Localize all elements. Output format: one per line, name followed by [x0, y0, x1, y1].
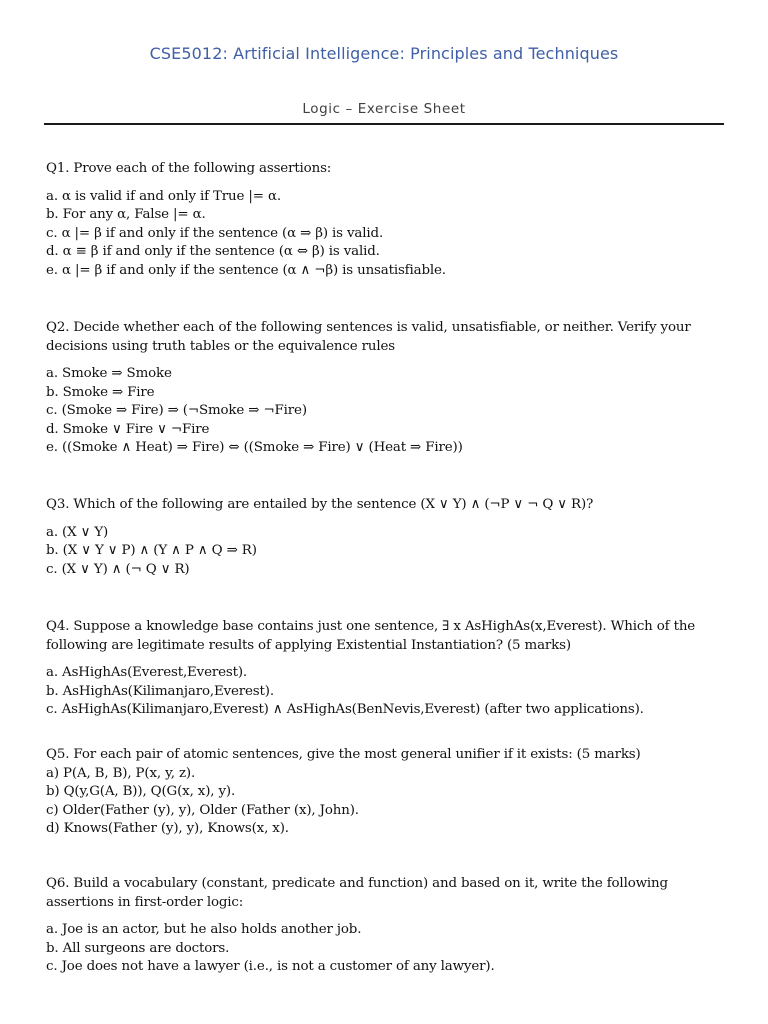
list-item: c. Joe does not have a lawyer (i.e., is not a customer of any lawyer). — [46, 959, 495, 974]
question-5 — [46, 746, 726, 839]
list-item: c) Older(Father (y), y), Older (Father (x), John). — [46, 802, 359, 818]
question-1-stem: Q1. Prove each of the following assertions: — [46, 161, 332, 176]
question-1 — [46, 160, 726, 280]
list-item: a. (X ∨ Y) — [46, 524, 109, 540]
list-item: a. Joe is an actor, but he also holds another job. — [46, 922, 362, 937]
list-item: c. (Smoke ⇒ Fire) ⇒ (¬Smoke ⇒ ¬Fire) — [46, 403, 307, 418]
question-2-list — [46, 365, 726, 458]
list-item: a. Smoke ⇒ Smoke — [46, 366, 172, 381]
list-item: b) Q(y,G(A, B)), Q(G(x, x), y). — [46, 784, 236, 799]
question-3 — [46, 496, 726, 579]
list-item: a) P(A, B, B), P(x, y, z). — [46, 765, 196, 781]
list-item: b. All surgeons are doctors. — [46, 940, 230, 956]
question-5-list — [46, 765, 726, 839]
question-4-stem: Q4. Suppose a knowledge base contains just one sentence, ∃ x AsHighAs(x,Everest). Which of the following are legitimate results of applying Existential Instantiation? (5 marks) — [46, 619, 696, 653]
list-item: b. For any α, False |= α. — [46, 207, 206, 222]
header-divider — [44, 123, 724, 125]
list-item: e. α |= β if and only if the sentence (α ∧ ¬β) is unsatisfiable. — [46, 262, 446, 278]
question-6-list — [46, 921, 726, 977]
list-item: b. Smoke ⇒ Fire — [46, 384, 155, 400]
list-item: b. (X ∨ Y ∨ P) ∧ (Y ∧ P ∧ Q ⇒ R) — [46, 543, 257, 558]
sheet-subtitle: Logic – Exercise Sheet — [302, 101, 466, 117]
list-item: d) Knows(Father (y), y), Knows(x, x). — [46, 821, 289, 836]
list-item: b. AsHighAs(Kilimanjaro,Everest). — [46, 683, 274, 699]
question-3-stem: Q3. Which of the following are entailed by the sentence (X ∨ Y) ∧ (¬P ∨ ¬ Q ∨ R)? — [46, 497, 594, 512]
question-2 — [46, 319, 726, 458]
list-item: c. AsHighAs(Kilimanjaro,Everest) ∧ AsHighAs(BenNevis,Everest) (after two applications). — [46, 702, 644, 717]
list-item: a. α is valid if and only if True |= α. — [46, 188, 281, 204]
question-6-stem: Q6. Build a vocabulary (constant, predicate and function) and based on it, write the following assertions in first-order logic: — [46, 876, 668, 910]
question-2-stem: Q2. Decide whether each of the following sentences is valid, unsatisfiable, or neither. Verify your decisions using truth tables or the equivalence rules — [46, 320, 691, 354]
question-4 — [46, 618, 726, 720]
question-1-list — [46, 188, 726, 281]
question-4-list — [46, 664, 726, 720]
list-item: c. (X ∨ Y) ∧ (¬ Q ∨ R) — [46, 561, 190, 577]
question-6 — [46, 875, 726, 977]
list-item: c. α |= β if and only if the sentence (α ⇒ β) is valid. — [46, 225, 384, 241]
list-item: d. Smoke ∨ Fire ∨ ¬Fire — [46, 421, 210, 437]
course-title: CSE5012: Artificial Intelligence: Principles and Techniques — [149, 44, 619, 63]
list-item: a. AsHighAs(Everest,Everest). — [46, 665, 248, 680]
list-item: e. ((Smoke ∧ Heat) ⇒ Fire) ⇔ ((Smoke ⇒ Fire) ∨ (Heat ⇒ Fire)) — [46, 440, 463, 455]
list-item: d. α ≡ β if and only if the sentence (α ⇔ β) is valid. — [46, 244, 380, 259]
question-5-stem: Q5. For each pair of atomic sentences, give the most general unifier if it exists: (5 marks) — [46, 747, 641, 762]
question-3-list — [46, 524, 726, 580]
